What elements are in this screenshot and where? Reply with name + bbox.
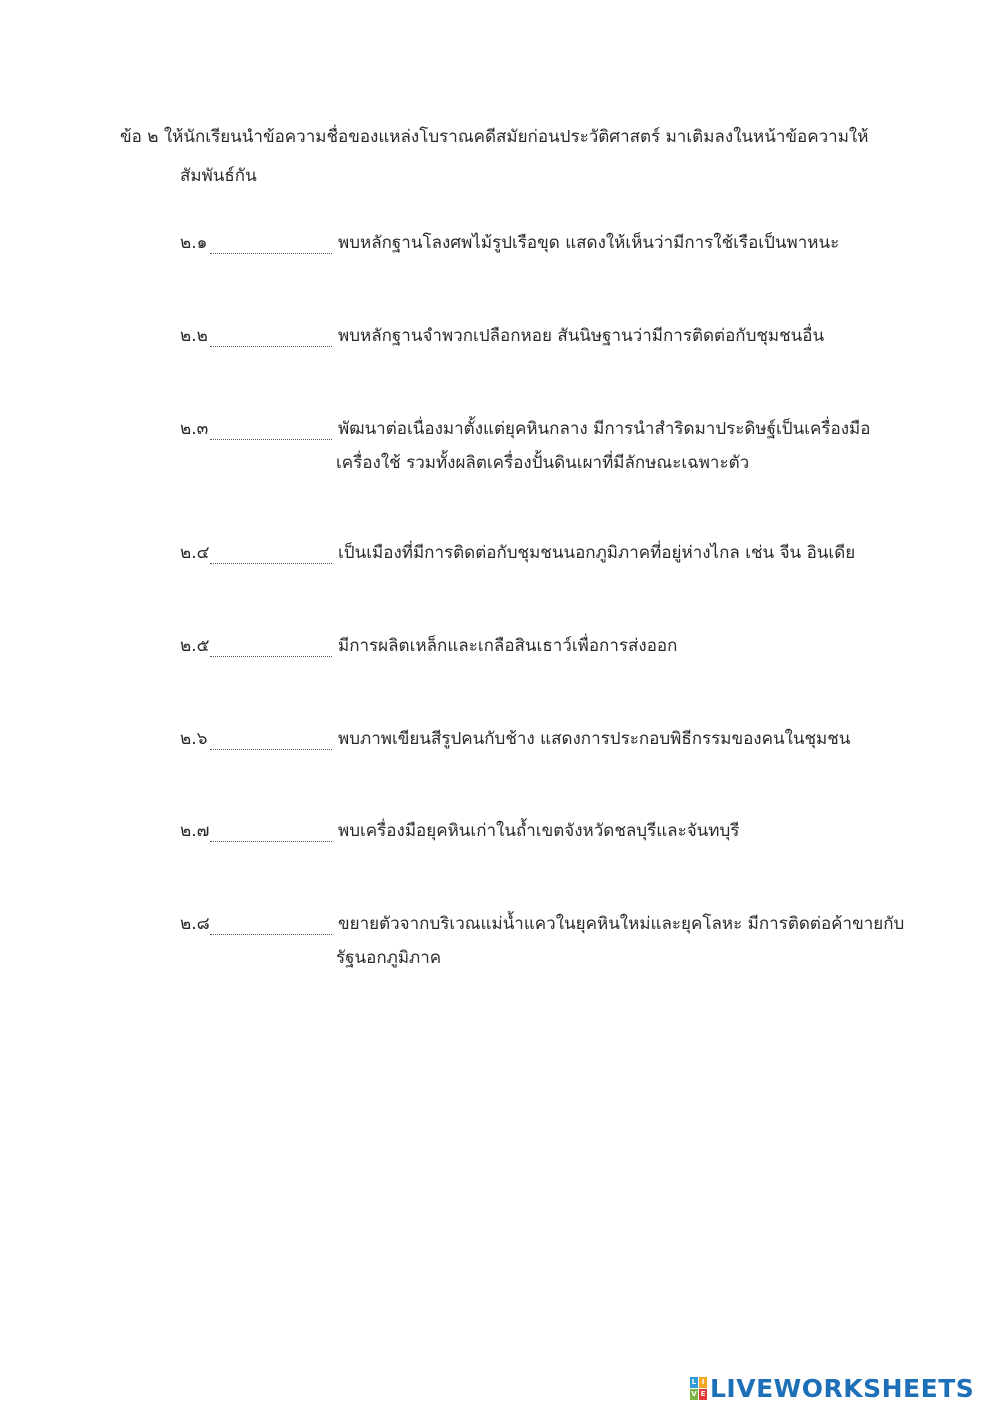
question-text: พบหลักฐานจำพวกเปลือกหอย สันนิษฐานว่ามีการติดต่อกับชุมชนอื่น [338, 326, 825, 346]
question-text-continuation: รัฐนอกภูมิภาค [336, 948, 442, 968]
logo-letter: L [691, 1378, 697, 1386]
logo-letter: E [700, 1390, 706, 1398]
question-number: ๒.๕ [180, 636, 210, 656]
question-number: ๒.๒ [180, 326, 208, 346]
question-item-2-5 [180, 629, 900, 663]
answer-input-2-3[interactable] [210, 419, 332, 440]
question-text: พบภาพเขียนสีรูปคนกับช้าง แสดงการประกอบพิธีกรรมของคนในชุมชน [338, 729, 851, 749]
question-item-2-8 [180, 907, 905, 975]
question-number: ๒.๖ [180, 729, 208, 749]
question-item-2-3 [180, 412, 900, 480]
answer-input-2-2[interactable] [210, 326, 332, 347]
question-text: พัฒนาต่อเนื่องมาตั้งแต่ยุคหินกลาง มีการนำสำริดมาประดิษฐ์เป็นเครื่องมือ [338, 419, 871, 439]
logo-letter: I [699, 1377, 707, 1388]
question-item-2-1 [180, 226, 900, 260]
answer-input-2-1[interactable] [210, 233, 332, 254]
question-text: พบหลักฐานโลงศพไม้รูปเรือขุด แสดงให้เห็นว่ามีการใช้เรือเป็นพาหนะ [338, 233, 840, 253]
question-text: มีการผลิตเหล็กและเกลือสินเธาว์เพื่อการส่งออก [338, 636, 678, 656]
liveworksheets-logo [690, 1374, 974, 1403]
logo-letter: V [691, 1390, 697, 1398]
logo-icon [690, 1377, 707, 1400]
question-text: ขยายตัวจากบริเวณแม่น้ำแควในยุคหินใหม่และยุคโลหะ มีการติดต่อค้าขายกับ [338, 914, 905, 934]
instruction-line: ข้อ ๒ ให้นักเรียนนำข้อความชื่อของแหล่งโบราณคดีสมัยก่อนประวัติศาสตร์ มาเติมลงในหน้าข้อความให้ [120, 127, 869, 147]
question-item-2-7 [180, 814, 900, 848]
answer-input-2-5[interactable] [210, 636, 332, 657]
question-item-2-4 [180, 536, 900, 570]
question-number: ๒.๔ [180, 543, 210, 563]
question-text: เป็นเมืองที่มีการติดต่อกับชุมชนนอกภูมิภาคที่อยู่ห่างไกล เช่น จีน อินเดีย [338, 543, 856, 563]
question-item-2-6 [180, 722, 900, 756]
answer-input-2-8[interactable] [210, 914, 332, 935]
question-text-continuation: เครื่องใช้ รวมทั้งผลิตเครื่องปั้นดินเผาที่มีลักษณะเฉพาะตัว [336, 453, 750, 473]
answer-input-2-6[interactable] [210, 729, 332, 750]
question-number: ๒.๓ [180, 419, 209, 439]
question-number: ๒.๗ [180, 821, 210, 841]
answer-input-2-4[interactable] [210, 543, 332, 564]
logo-text: LIVEWORKSHEETS [710, 1374, 975, 1403]
answer-input-2-7[interactable] [210, 821, 332, 842]
question-number: ๒.๑ [180, 233, 208, 253]
question-item-2-2 [180, 319, 900, 353]
question-number: ๒.๘ [180, 914, 210, 934]
question-text: พบเครื่องมือยุคหินเก่าในถ้ำเขตจังหวัดชลบุรีและจันทบุรี [338, 821, 740, 841]
instruction-continuation: สัมพันธ์กัน [180, 166, 257, 186]
